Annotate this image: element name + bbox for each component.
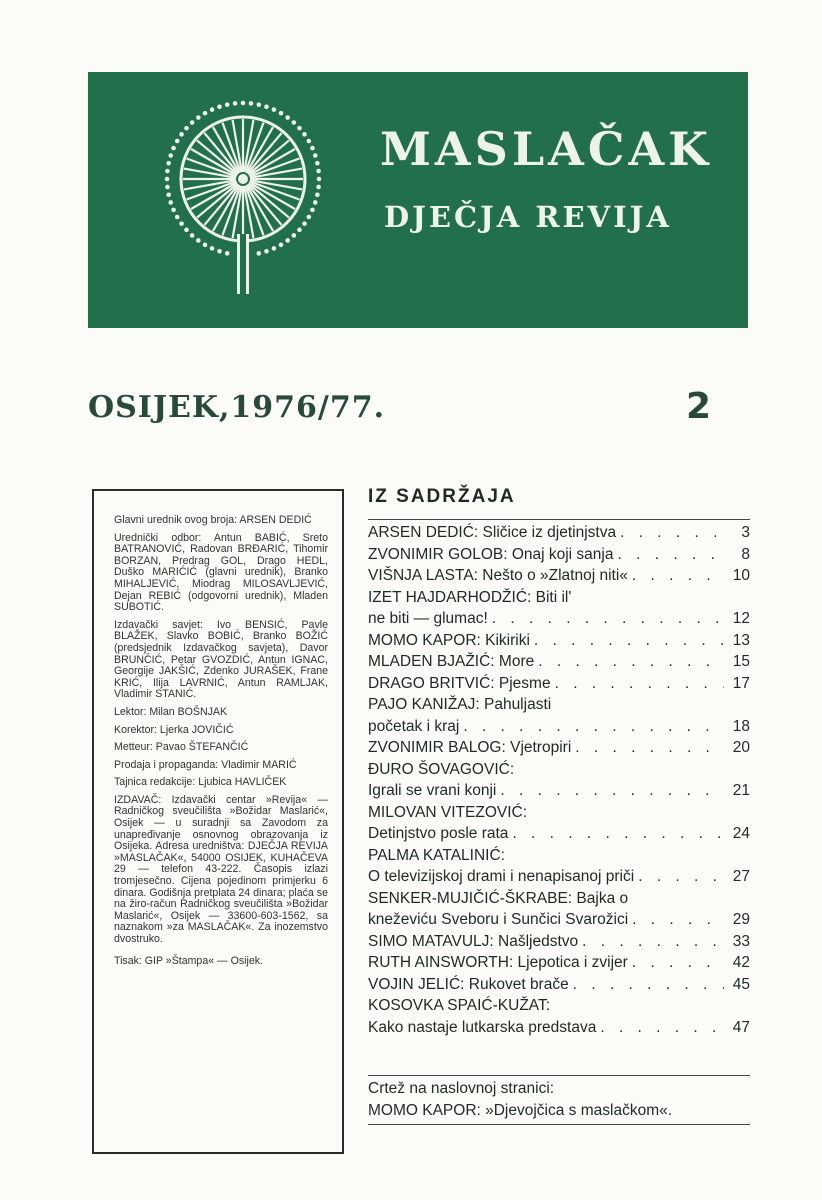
- toc-entry[interactable]: [368, 845, 750, 867]
- toc-entry-text: Igrali se vrani konji: [368, 782, 497, 799]
- toc-entry[interactable]: [368, 565, 750, 587]
- toc-entry[interactable]: [368, 673, 750, 695]
- toc-entry-text: kneževiću Sveboru i Sunčici Svarožici: [368, 911, 629, 928]
- toc-entry[interactable]: [368, 544, 750, 566]
- toc-entry[interactable]: [368, 587, 750, 609]
- toc-entry[interactable]: [368, 802, 750, 824]
- toc-entry[interactable]: [368, 909, 750, 931]
- toc-entry[interactable]: [368, 694, 750, 716]
- toc-entry-text: SENKER-MUJIČIĆ-ŠKRABE: Bajka o: [368, 889, 629, 907]
- printer: Tisak: GIP »Štampa« — Osijek.: [114, 954, 263, 967]
- toc-entry[interactable]: [368, 866, 750, 888]
- toc-entry[interactable]: [368, 952, 750, 974]
- cover-illustration-note: [368, 1078, 750, 1125]
- sales: Prodaja i propaganda: Vladimir MARIĆ: [114, 758, 297, 771]
- cover-note-line1: Crtež na naslovnoj stranici:: [368, 1080, 555, 1097]
- typesetter: Metteur: Pavao ŠTEFANČIĆ: [114, 741, 249, 754]
- toc-entry-text: PALMA KATALINIĆ:: [368, 846, 505, 864]
- toc-entry[interactable]: [368, 759, 750, 781]
- toc-entry-page: 27: [732, 868, 750, 885]
- toc-entry-text: Detinjstvo posle rata: [368, 825, 509, 842]
- editorial-board: Urednički odbor: Antun BABIĆ, Sreto BATRANOVIĆ, Radovan BRĐARIĆ, Tihomir BORZAN, Predrag GOL, Drago HEDL, Duško MARIĆIĆ (glavni urednik), Branko MIHALJEVIĆ, Miodrag MILOSAVLJEVIĆ, Dejan REBIĆ (odgovorni urednik), Mladen SUBOTIĆ.: [114, 531, 328, 614]
- toc-entry-text: DRAGO BRITVIĆ: Pjesme: [368, 674, 551, 692]
- toc-entry-page: 42: [732, 954, 750, 971]
- lector: Lektor: Milan BOŠNJAK: [114, 705, 228, 718]
- toc-entry-text: ZVONIMIR BALOG: Vjetropiri: [368, 739, 572, 756]
- toc-entry-page: 47: [732, 1018, 750, 1036]
- place-year: OSIJEK,1976/77.: [88, 390, 386, 425]
- toc-entry[interactable]: [368, 931, 750, 953]
- magazine-title: MASLAČAK: [380, 122, 713, 176]
- toc-entry-page: 45: [732, 975, 750, 993]
- toc-entry[interactable]: [368, 716, 750, 738]
- toc-entry-text: MOMO KAPOR: Kikiriki: [368, 631, 530, 649]
- proofreader: Korektor: Ljerka JOVIČIĆ: [114, 723, 234, 736]
- toc-entry-text: SIMO MATAVULJ: Našljedstvo: [368, 932, 579, 950]
- imprint-box: [92, 489, 344, 1154]
- toc-entry-text: VIŠNJA LASTA: Nešto o »Zlatnoj niti«: [368, 567, 628, 584]
- dandelion-logo-icon: [158, 94, 328, 294]
- toc-entry-text: MILOVAN VITEZOVIĆ:: [368, 803, 528, 821]
- toc-entry-text: MLADEN BJAŽIĆ: More: [368, 653, 535, 670]
- toc-entry-text: KOSOVKA SPAIĆ-KUŽAT:: [368, 997, 551, 1014]
- toc-entry[interactable]: [368, 630, 750, 652]
- toc-entry[interactable]: [368, 1017, 750, 1039]
- toc-entry-page: 8: [741, 545, 750, 563]
- toc-entry[interactable]: [368, 888, 750, 910]
- toc-entry-text: O televizijskoj drami i nenapisanoj priči: [368, 868, 635, 885]
- toc-entry[interactable]: [368, 651, 750, 673]
- secretary: Tajnica redakcije: Ljubica HAVLIČEK: [114, 776, 287, 789]
- toc-entry[interactable]: [368, 608, 750, 630]
- toc-entry[interactable]: [368, 737, 750, 759]
- publisher: IZDAVAČ: Izdavački centar »Revija« — Radničkog sveučilišta »Božidar Maslarić«, Osijek — u suradnji sa Zavodom za unapređivanje osnovnog obrazovanja iz Osijeka. Adresa uredništva: DJEČJA REVIJA »MASLAČAK«, 54000 OSIJEK, KUHAČEVA 29 — telefon 43-222. Časopis izlazi tromjesečno. Cijena pojedinom primjerku 6 dinara. Godišnja pretplata 24 dinara; plaća se na žiro-račun Radničkog sveučilišta »Božidar Maslarić«, Osijek — 33600-603-1562, sa naznakom »za MASLAČAK«. Za inozemstvo dvostruko.: [114, 793, 328, 945]
- toc-entry-text: ZVONIMIR GOLOB: Onaj koji sanja: [368, 545, 614, 563]
- toc-entry-text: IZET HAJDARHODŽIĆ: Biti il': [368, 588, 572, 606]
- toc-entry-text: Kako nastaje lutkarska predstava: [368, 1018, 597, 1036]
- toc-entry-page: 24: [732, 825, 750, 842]
- toc-entry-text: VOJIN JELIĆ: Rukovet brače: [368, 975, 569, 993]
- publishing-council: Izdavački savjet: Ivo BENSIĆ, Pavle BLAŽEK, Slavko BOBIĆ, Branko BOŽIĆ (predsjednik Izdavačkog savjeta), Davor BRUNČIĆ, Petar GVOZDIĆ, Antun IGNAC, Georgije JAKŠIĆ, Zdenko JURAŠEK, Frane KRIĆ, Ilija LAVRNIĆ, Antun RAMLJAK, Vladimir STANIĆ.: [114, 618, 328, 701]
- toc-entry[interactable]: [368, 780, 750, 802]
- cover-note-line2: MOMO KAPOR: »Djevojčica s maslačkom«.: [368, 1100, 750, 1125]
- toc-entry-page: 20: [732, 739, 750, 756]
- toc-entry-page: 10: [732, 567, 750, 584]
- toc-entry[interactable]: [368, 974, 750, 996]
- toc-entry[interactable]: [368, 823, 750, 845]
- toc-entry-text: ne biti — glumac!: [368, 610, 488, 627]
- chief-editor: Glavni urednik ovog broja: ARSEN DEDIĆ: [114, 514, 312, 526]
- toc-entry-text: ARSEN DEDIĆ: Sličice iz djetinjstva: [368, 524, 617, 541]
- toc-entry-page: 3: [741, 524, 750, 541]
- toc-entry[interactable]: [368, 522, 750, 544]
- toc-entry-text: PAJO KANIŽAJ: Pahuljasti: [368, 696, 552, 713]
- toc-entry-page: 17: [732, 674, 750, 692]
- toc-entry-text: početak i kraj: [368, 717, 460, 735]
- toc-entry-page: 13: [732, 631, 750, 649]
- toc-entry-page: 21: [732, 782, 750, 799]
- toc-entry-page: 33: [732, 932, 750, 950]
- toc-entry-text: ĐURO ŠOVAGOVIĆ:: [368, 760, 515, 778]
- contents-heading: IZ SADRŽAJA: [368, 486, 516, 507]
- toc-entry-text: RUTH AINSWORTH: Ljepotica i zvijer: [368, 954, 628, 971]
- toc-entry-page: 29: [732, 911, 750, 928]
- table-of-contents: [368, 519, 750, 1076]
- toc-entry-page: 12: [732, 610, 750, 627]
- toc-entry-page: 15: [732, 653, 750, 670]
- title-banner: [88, 72, 748, 328]
- toc-entry-page: 18: [732, 717, 750, 735]
- toc-entry[interactable]: [368, 995, 750, 1017]
- magazine-subtitle: DJEČJA REVIJA: [384, 200, 672, 234]
- issue-number: 2: [686, 386, 712, 427]
